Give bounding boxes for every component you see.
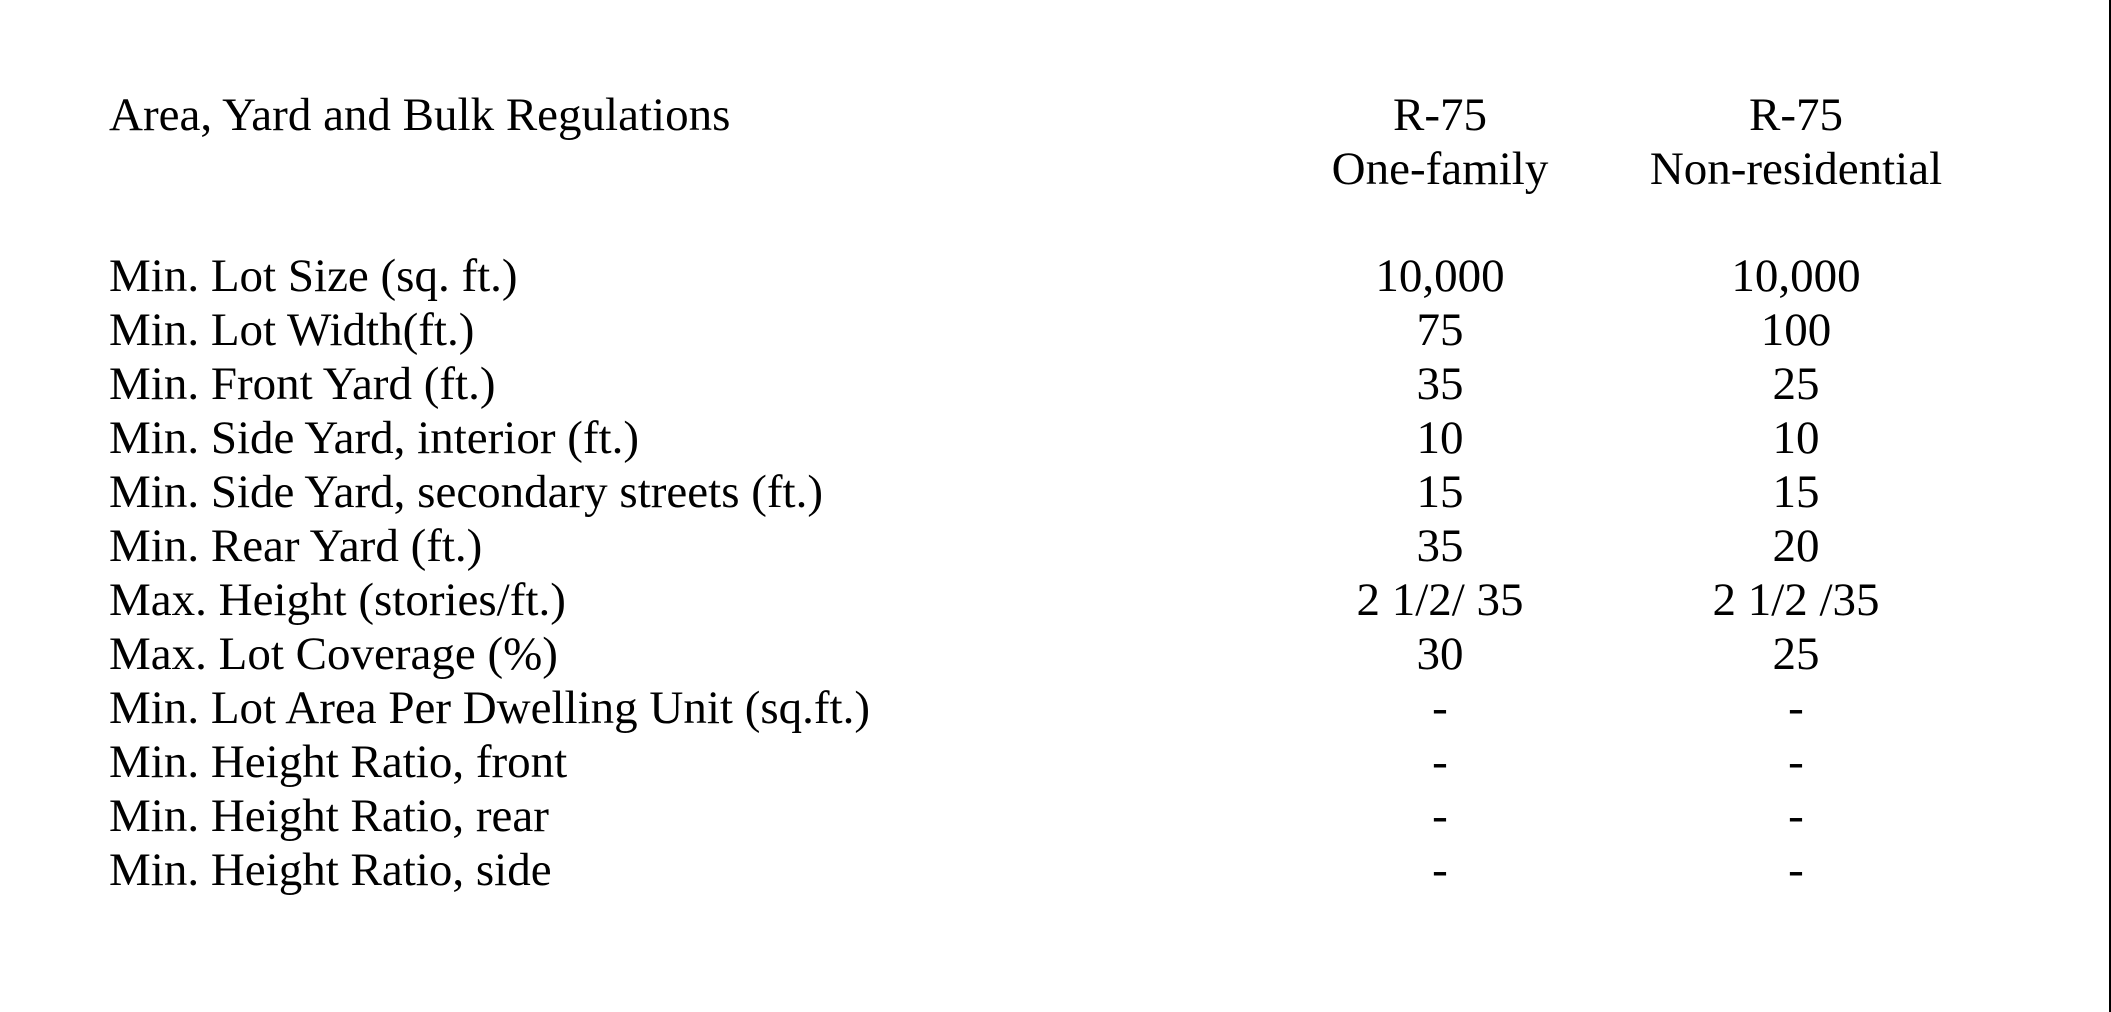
row-label: Min. Front Yard (ft.)	[109, 358, 496, 410]
column-header-use: One-family	[1331, 143, 1549, 195]
row-label: Min. Height Ratio, side	[109, 844, 552, 896]
non-residential-value: -	[1788, 844, 1804, 896]
table-row	[0, 303, 2100, 357]
one-family-value: 10,000	[1375, 250, 1505, 302]
non-residential-value: 10,000	[1731, 250, 1861, 302]
row-label: Max. Lot Coverage (%)	[109, 628, 558, 680]
table-row	[0, 411, 2100, 465]
table-row	[0, 627, 2100, 681]
one-family-value: 75	[1416, 304, 1464, 356]
row-label: Min. Height Ratio, front	[109, 736, 568, 788]
row-label: Min. Lot Area Per Dwelling Unit (sq.ft.)	[109, 682, 871, 734]
table-row	[0, 249, 2100, 303]
non-residential-value: 25	[1772, 628, 1820, 680]
table-row	[0, 789, 2100, 843]
one-family-value: -	[1432, 682, 1448, 734]
one-family-value: -	[1432, 736, 1448, 788]
table-title: Area, Yard and Bulk Regulations	[109, 89, 731, 141]
table-row	[0, 519, 2100, 573]
non-residential-value: -	[1788, 682, 1804, 734]
column-header-zone: R-75	[1749, 89, 1843, 141]
table-row	[0, 465, 2100, 519]
one-family-value: 10	[1416, 412, 1464, 464]
column-header-zone: R-75	[1393, 89, 1487, 141]
one-family-value: 35	[1416, 520, 1464, 572]
row-label: Min. Side Yard, interior (ft.)	[109, 412, 640, 464]
column-header-non-residential	[1626, 88, 1966, 196]
non-residential-value: -	[1788, 736, 1804, 788]
row-label: Min. Lot Width(ft.)	[109, 304, 475, 356]
regulations-table-body	[0, 249, 2100, 897]
row-label: Max. Height (stories/ft.)	[109, 574, 566, 626]
column-header-use: Non-residential	[1649, 143, 1943, 195]
table-row	[0, 681, 2100, 735]
non-residential-value: 100	[1760, 304, 1832, 356]
one-family-value: -	[1432, 844, 1448, 896]
one-family-value: 30	[1416, 628, 1464, 680]
non-residential-value: 2 1/2 /35	[1712, 574, 1880, 626]
column-header-one-family	[1270, 88, 1610, 196]
one-family-value: -	[1432, 790, 1448, 842]
table-row	[0, 357, 2100, 411]
row-label: Min. Height Ratio, rear	[109, 790, 549, 842]
table-row	[0, 735, 2100, 789]
row-label: Min. Side Yard, secondary streets (ft.)	[109, 466, 824, 518]
non-residential-value: -	[1788, 790, 1804, 842]
row-label: Min. Lot Size (sq. ft.)	[109, 250, 518, 302]
non-residential-value: 10	[1772, 412, 1820, 464]
row-label: Min. Rear Yard (ft.)	[109, 520, 483, 572]
non-residential-value: 15	[1772, 466, 1820, 518]
table-row	[0, 573, 2100, 627]
non-residential-value: 20	[1772, 520, 1820, 572]
one-family-value: 15	[1416, 466, 1464, 518]
one-family-value: 35	[1416, 358, 1464, 410]
non-residential-value: 25	[1772, 358, 1820, 410]
one-family-value: 2 1/2/ 35	[1356, 574, 1524, 626]
table-row	[0, 843, 2100, 897]
